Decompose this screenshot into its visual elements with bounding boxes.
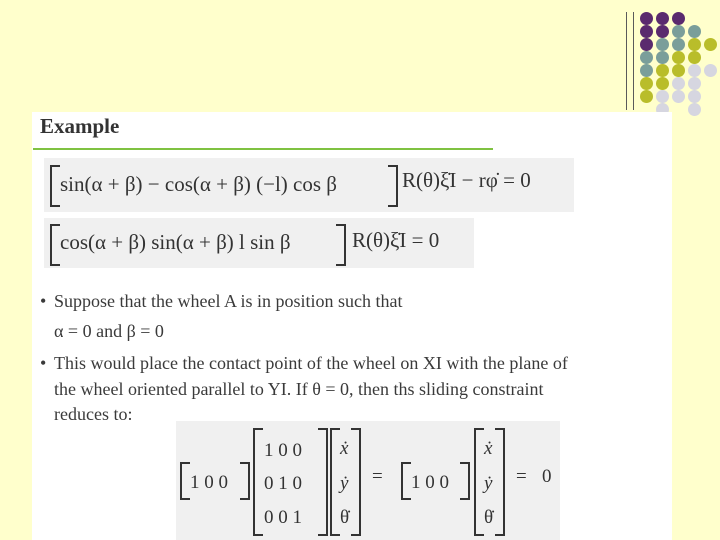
decor-dot: [672, 77, 685, 90]
decor-dot: [672, 51, 685, 64]
identity-row-3: 0 0 1: [264, 507, 302, 528]
equation-2-rhs: R(θ)ξ̇I = 0: [352, 228, 440, 252]
bullet-1-line-2: α = 0 and β = 0: [54, 321, 164, 341]
state-y-dot: ẏ: [340, 473, 349, 494]
decor-dot: [640, 51, 653, 64]
decor-dot: [656, 25, 669, 38]
bullet-2-line-3: reduces to:: [54, 404, 133, 424]
row-vector-2: 1 0 0: [411, 472, 449, 493]
decor-dot: [688, 103, 701, 116]
state-theta-dot: θ̇: [340, 507, 350, 528]
eq1-right-bracket: [388, 165, 398, 207]
decor-dot: [656, 77, 669, 90]
decor-dot: [656, 38, 669, 51]
decor-dot: [656, 90, 669, 103]
equation-1-row-vector: sin(α + β) − cos(α + β) (−l) cos β: [60, 172, 337, 196]
decor-dot: [688, 64, 701, 77]
eq1-left-bracket: [50, 165, 60, 207]
decor-dot-grid: [0, 0, 720, 120]
decor-dot: [688, 38, 701, 51]
eq2-right-bracket: [336, 224, 346, 266]
decor-dot: [704, 38, 717, 51]
bullet-2-line-1: This would place the contact point of the wheel on XI with the plane of: [54, 353, 568, 373]
decor-dot: [640, 90, 653, 103]
bullet-1-line-1: Suppose that the wheel A is in position such that: [54, 291, 403, 311]
bullet-marker-1: •: [40, 291, 47, 311]
state-2-theta-dot: θ̇: [484, 507, 494, 528]
equation-2-row-vector: cos(α + β) sin(α + β) l sin β: [60, 230, 291, 254]
decor-dot: [640, 64, 653, 77]
equals-sign-2: =: [516, 466, 527, 487]
result-zero: 0: [542, 466, 552, 487]
decor-dot: [672, 90, 685, 103]
row-vector: 1 0 0: [190, 472, 228, 493]
decor-dot: [640, 38, 653, 51]
state-left-bracket-2: [474, 428, 484, 536]
decor-dot: [672, 25, 685, 38]
slide-title: Example: [40, 114, 120, 138]
row-vector-right-bracket: [240, 462, 250, 500]
decor-dot: [704, 64, 717, 77]
decor-dot: [672, 12, 685, 25]
row-vector-2-right-bracket: [460, 462, 470, 500]
state-right-bracket-2: [495, 428, 505, 536]
eq2-left-bracket: [50, 224, 60, 266]
row-vector-2-left-bracket: [401, 462, 411, 500]
decor-dot: [656, 51, 669, 64]
row-vector-left-bracket: [180, 462, 190, 500]
decor-dot: [672, 38, 685, 51]
identity-row-2: 0 1 0: [264, 473, 302, 494]
bullet-2-line-2: the wheel oriented parallel to YI. If θ = 0, then ths sliding constraint: [54, 379, 544, 399]
state-2-x-dot: ẋ: [484, 438, 493, 459]
title-underline: [33, 148, 493, 150]
decor-dot: [688, 77, 701, 90]
decor-dot: [688, 90, 701, 103]
state-x-dot: ẋ: [340, 438, 349, 459]
decor-dot: [672, 64, 685, 77]
identity-left-bracket: [253, 428, 263, 536]
state-left-bracket-1: [330, 428, 340, 536]
decor-dot: [656, 12, 669, 25]
identity-row-1: 1 0 0: [264, 440, 302, 461]
bullet-marker-2: •: [40, 353, 47, 373]
decor-dot: [640, 25, 653, 38]
decor-dot: [656, 64, 669, 77]
equation-1-rhs: R(θ)ξ̇I − rφ̇ = 0: [402, 168, 531, 192]
equals-sign-1: =: [372, 466, 383, 487]
state-2-y-dot: ẏ: [484, 473, 493, 494]
decor-dot: [640, 77, 653, 90]
decor-dot: [640, 12, 653, 25]
decor-dot: [688, 51, 701, 64]
decor-dot: [688, 25, 701, 38]
state-right-bracket-1: [351, 428, 361, 536]
identity-right-bracket: [318, 428, 328, 536]
